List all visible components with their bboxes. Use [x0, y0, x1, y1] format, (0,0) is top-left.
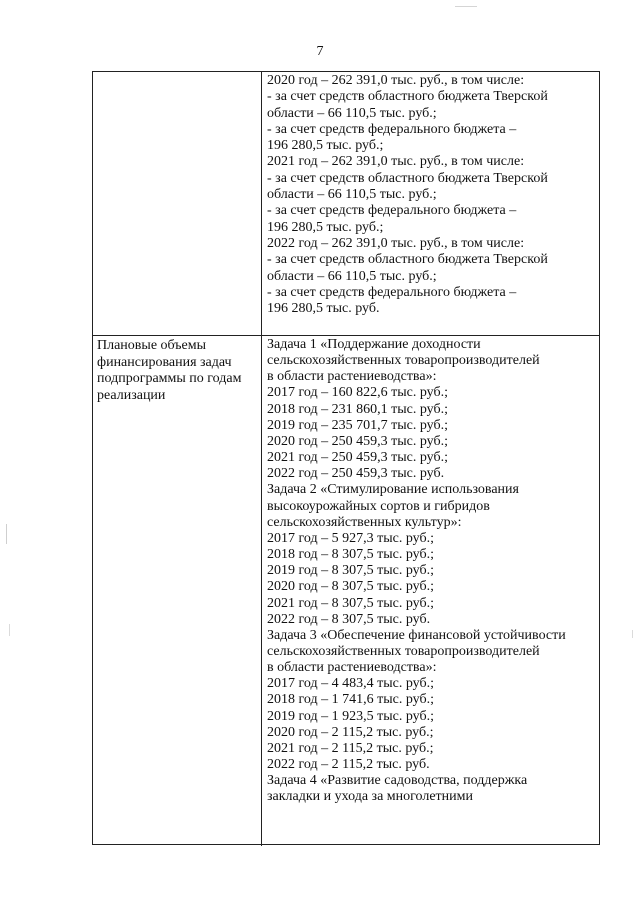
- text-line: области – 66 110,5 тыс. руб.;: [267, 268, 437, 284]
- text-line: сельскохозяйственных культур»:: [267, 514, 462, 530]
- text-line: 2021 год – 8 307,5 тыс. руб.;: [267, 595, 434, 611]
- text-line: 2018 год – 1 741,6 тыс. руб.;: [267, 692, 434, 708]
- text-line: - за счет средств федерального бюджета –: [267, 121, 517, 137]
- text-line: 2018 год – 231 860,1 тыс. руб.;: [267, 401, 448, 417]
- scan-artifact: [455, 6, 477, 7]
- scan-artifact: [6, 524, 7, 544]
- text-line: 2022 год – 250 459,3 тыс. руб.: [267, 466, 445, 482]
- text-line: 196 280,5 тыс. руб.;: [267, 138, 384, 154]
- text-line: 2020 год – 250 459,3 тыс. руб.;: [267, 433, 448, 449]
- text-line: - за счет средств областного бюджета Тверской: [267, 252, 548, 268]
- text-line: - за счет средств областного бюджета Тверской: [267, 170, 548, 186]
- text-line: 2019 год – 235 701,7 тыс. руб.;: [267, 417, 448, 433]
- text-line: Задача 2 «Стимулирование использования: [267, 482, 519, 498]
- row2-content-cell: [262, 336, 600, 807]
- text-line: области – 66 110,5 тыс. руб.;: [267, 105, 437, 121]
- text-line: закладки и ухода за многолетними: [267, 789, 474, 805]
- text-line: 2022 год – 8 307,5 тыс. руб.: [267, 611, 431, 627]
- row1-content-cell: [262, 72, 600, 318]
- text-line: в области растениеводства»:: [267, 660, 437, 676]
- text-line: 2022 год – 262 391,0 тыс. руб., в том числе:: [267, 235, 525, 251]
- text-line: - за счет средств федерального бюджета –: [267, 203, 517, 219]
- text-line: 196 280,5 тыс. руб.;: [267, 219, 384, 235]
- text-line: - за счет средств федерального бюджета –: [267, 284, 517, 300]
- scan-artifact: [9, 624, 10, 636]
- text-line: 2020 год – 2 115,2 тыс. руб.;: [267, 724, 434, 740]
- table-row-planned-financing: [93, 336, 599, 846]
- text-line: 2017 год – 4 483,4 тыс. руб.;: [267, 676, 434, 692]
- text-line: 2017 год – 160 822,6 тыс. руб.;: [267, 385, 448, 401]
- text-line: - за счет средств областного бюджета Тверской: [267, 89, 548, 105]
- text-line: сельскохозяйственных товаропроизводителей: [267, 643, 540, 659]
- text-line: высокоурожайных сортов и гибридов: [267, 498, 490, 514]
- text-line: 2019 год – 1 923,5 тыс. руб.;: [267, 708, 434, 724]
- text-line: Задача 4 «Развитие садоводства, поддержка: [267, 773, 528, 789]
- text-line: 196 280,5 тыс. руб.: [267, 301, 380, 317]
- text-line: в области растениеводства»:: [267, 369, 437, 385]
- text-line: Задача 1 «Поддержание доходности: [267, 337, 481, 352]
- row2-label-cell: Плановые объемы финансирования задач подпрограммы по годам реализации: [97, 338, 242, 404]
- text-line: 2017 год – 5 927,3 тыс. руб.;: [267, 530, 434, 546]
- text-line: 2022 год – 2 115,2 тыс. руб.: [267, 757, 430, 773]
- text-line: Задача 3 «Обеспечение финансовой устойчивости: [267, 627, 566, 643]
- table-row-funding-by-year: [93, 72, 599, 336]
- text-line: области – 66 110,5 тыс. руб.;: [267, 187, 437, 203]
- scan-artifact: [632, 630, 633, 638]
- text-line: 2020 год – 262 391,0 тыс. руб., в том числе:: [267, 73, 525, 88]
- text-line: 2018 год – 8 307,5 тыс. руб.;: [267, 547, 434, 563]
- financing-table: [92, 71, 600, 845]
- text-line: 2019 год – 8 307,5 тыс. руб.;: [267, 563, 434, 579]
- row1-label-cell: [93, 72, 261, 76]
- text-line: 2021 год – 250 459,3 тыс. руб.;: [267, 450, 448, 466]
- text-line: 2020 год – 8 307,5 тыс. руб.;: [267, 579, 434, 595]
- text-line: 2021 год – 2 115,2 тыс. руб.;: [267, 740, 434, 756]
- page-number: 7: [316, 44, 324, 59]
- text-line: сельскохозяйственных товаропроизводителей: [267, 353, 540, 369]
- text-line: 2021 год – 262 391,0 тыс. руб., в том числе:: [267, 154, 525, 170]
